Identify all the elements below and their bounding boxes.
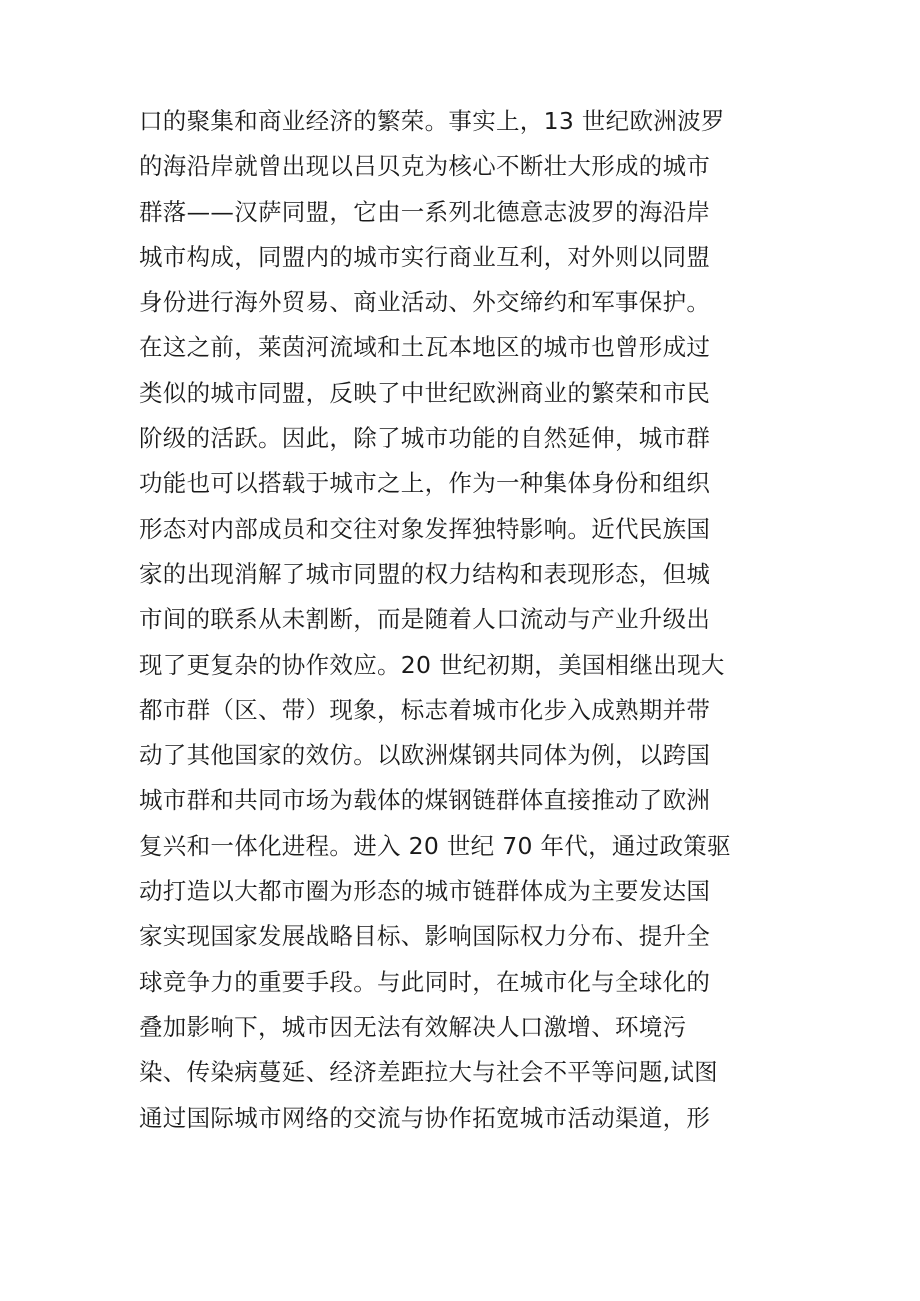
text-line: 城市群和共同市场为载体的煤钢链群体直接推动了欧洲: [139, 786, 711, 815]
text-line: 球竞争力的重要手段。与此同时，在城市化与全球化的: [139, 967, 711, 996]
text-line: 口的聚集和商业经济的繁荣。事实上，13 世纪欧洲波罗: [139, 107, 725, 135]
text-line: 通过国际城市网络的交流与协作拓宽城市活动渠道，形: [139, 1103, 711, 1132]
text-line: 家实现国家发展战略目标、影响国际权力分布、提升全: [139, 922, 711, 951]
text-line: 复兴和一体化进程。进入 20 世纪 70 年代，通过政策驱: [139, 831, 731, 860]
text-line: 动打造以大都市圈为形态的城市链群体成为主要发达国: [139, 877, 711, 906]
text-line: 形态对内部成员和交往对象发挥独特影响。近代民族国: [139, 514, 711, 543]
text-line: 功能也可以搭载于城市之上，作为一种集体身份和组织: [139, 469, 711, 498]
body-paragraph: [139, 99, 789, 1141]
text-line: 阶级的活跃。因此，除了城市功能的自然延伸，城市群: [139, 424, 711, 453]
text-line: 市间的联系从未割断，而是随着人口流动与产业升级出: [139, 605, 711, 634]
text-line: 动了其他国家的效仿。以欧洲煤钢共同体为例，以跨国: [139, 741, 711, 770]
text-line: 染、传染病蔓延、经济差距拉大与社会不平等问题,试图: [139, 1058, 718, 1087]
text-line: 都市群（区、带）现象，标志着城市化步入成熟期并带: [139, 695, 711, 724]
text-line: 家的出现消解了城市同盟的权力结构和表现形态，但城: [139, 559, 711, 588]
text-line: 叠加影响下，城市因无法有效解决人口激增、环境污: [139, 1012, 687, 1041]
text-line: 在这之前，莱茵河流域和土瓦本地区的城市也曾形成过: [139, 333, 711, 362]
text-line: 的海沿岸就曾出现以吕贝克为核心不断壮大形成的城市: [139, 152, 711, 181]
text-line: 城市构成，同盟内的城市实行商业互利，对外则以同盟: [139, 242, 711, 271]
text-line: 类似的城市同盟，反映了中世纪欧洲商业的繁荣和市民: [139, 378, 711, 407]
text-line: 群落——汉萨同盟，它由一系列北德意志波罗的海沿岸: [139, 197, 711, 226]
text-line: 现了更复杂的协作效应。20 世纪初期，美国相继出现大: [139, 650, 725, 679]
text-line: 身份进行海外贸易、商业活动、外交缔约和军事保护。: [139, 288, 711, 317]
